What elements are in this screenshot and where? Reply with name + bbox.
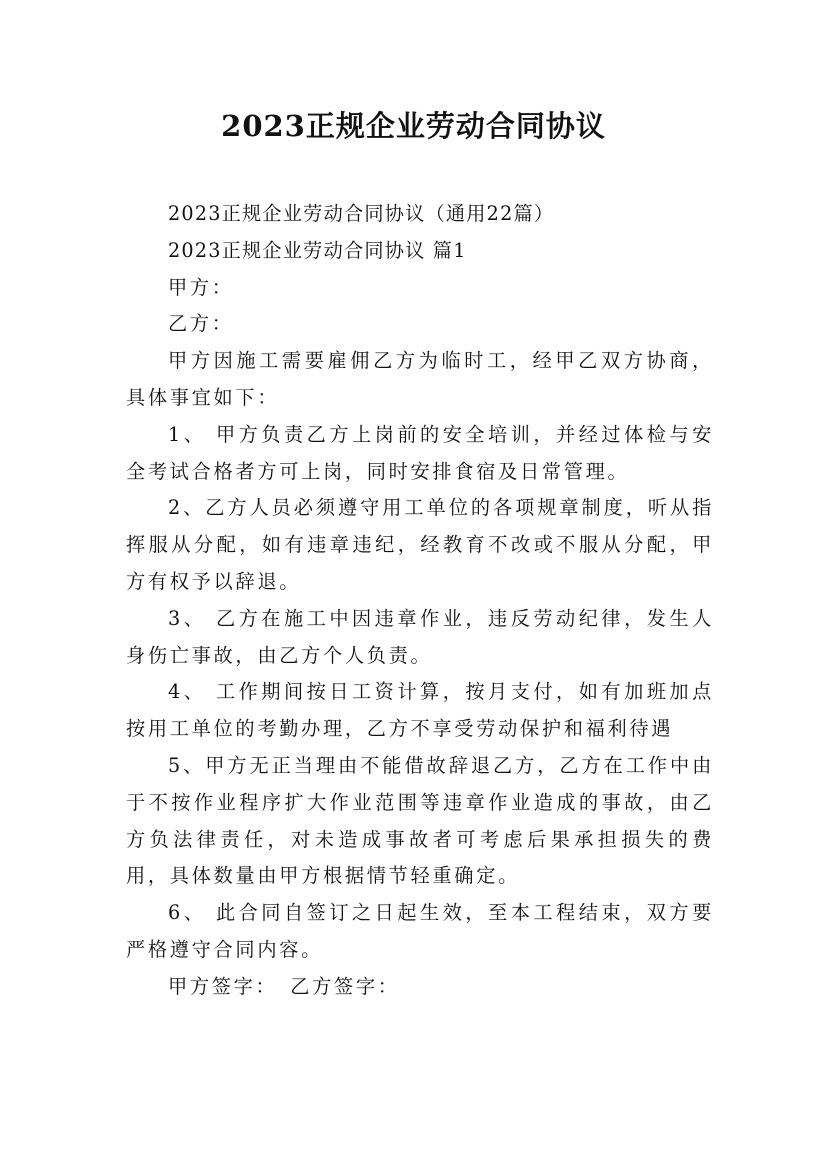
subtitle-paragraph: 2023正规企业劳动合同协议（通用22篇） xyxy=(168,202,555,225)
intro-paragraph: 甲方因施工需要雇佣乙方为临时工，经甲乙双方协商，具体事宜如下： xyxy=(126,349,714,409)
signature-line: 甲方签字： 乙方签字： xyxy=(168,974,400,998)
document-title: 2023正规企业劳动合同协议 xyxy=(221,109,606,143)
section-heading: 2023正规企业劳动合同协议 篇1 xyxy=(168,238,467,262)
clause-5: 5、甲方无正当理由不能借故辞退乙方，乙方在工作中由于不按作业程序扩大作业范围等违章作业造成的事故，由乙方负法律责任，对未造成事故者可考虑后果承担损失的费用，具体数量由甲方根据情节轻重确定。 xyxy=(126,753,714,888)
clause-3: 3、 乙方在施工中因违章作业，违反劳动纪律，发生人身伤亡事故，由乙方个人负责。 xyxy=(126,606,714,667)
clause-4: 4、 工作期间按日工资计算，按月支付，如有加班加点按用工单位的考勤办理，乙方不享受劳动保护和福利待遇 xyxy=(126,680,714,741)
clause-2: 2、乙方人员必须遵守用工单位的各项规章制度，听从指挥服从分配，如有违章违纪，经教育不改或不服从分配，甲方有权予以辞退。 xyxy=(126,496,714,593)
party-a-line: 甲方： xyxy=(168,275,234,299)
document-body xyxy=(126,196,714,1006)
clause-6: 6、 此合同自签订之日起生效，至本工程结束，双方要严格遵守合同内容。 xyxy=(126,901,714,961)
party-b-line: 乙方： xyxy=(168,312,234,336)
clause-1: 1、 甲方负责乙方上岗前的安全培训，并经过体检与安全考试合格者方可上岗，同时安排食宿及日常管理。 xyxy=(126,422,714,483)
